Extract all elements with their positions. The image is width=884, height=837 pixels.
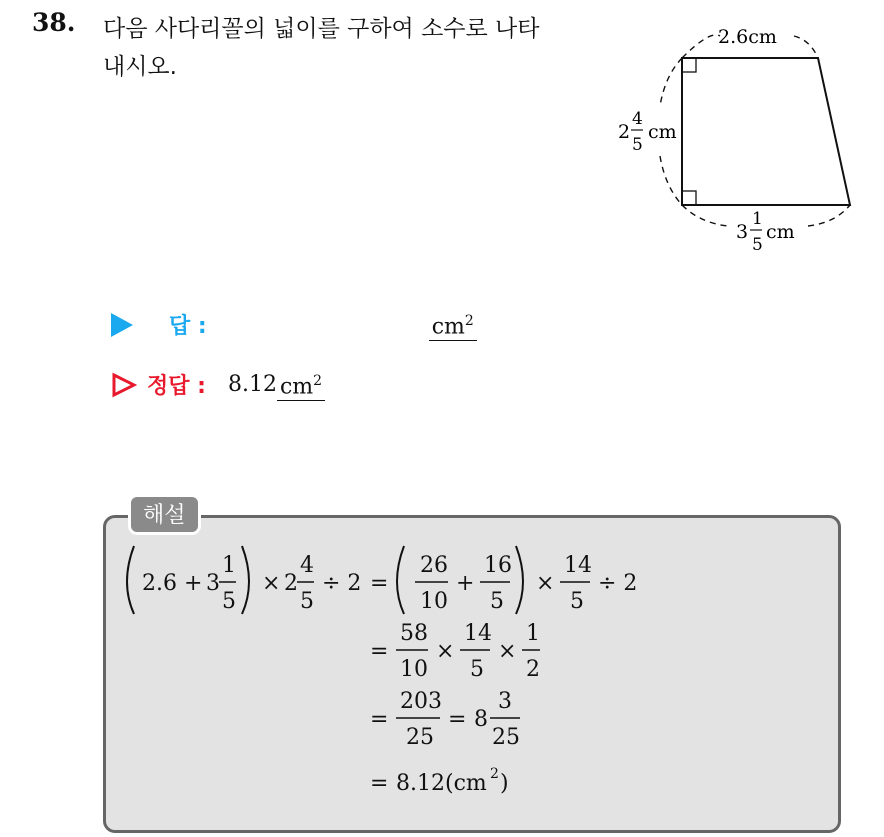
left-length-unit: cm: [648, 121, 677, 143]
l1-w1: 3: [206, 571, 220, 596]
paren-open-2: [397, 546, 404, 614]
correct-answer-unit-box: [277, 368, 325, 401]
l1-a: 2.6: [142, 571, 177, 596]
l1-n3: 26: [420, 553, 448, 578]
bottom-length-denominator: 5: [752, 235, 763, 255]
explanation-box: [103, 515, 841, 833]
left-length-numerator: 4: [632, 109, 643, 129]
correct-answer-unit: cm: [279, 374, 314, 400]
left-length-whole: 2: [618, 121, 631, 143]
l1-times: ×: [262, 571, 281, 596]
l1-n2: 4: [300, 553, 314, 578]
l1-div2: ÷ 2: [598, 571, 638, 596]
paren-open-1: [127, 546, 134, 614]
l4-value: 8.12(cm: [396, 771, 487, 796]
paren-close-1: [242, 546, 249, 614]
math-line-3: [370, 689, 520, 750]
l4-eq: =: [370, 771, 389, 796]
explanation-math: [106, 518, 838, 830]
explanation-tag: 해설: [128, 494, 201, 535]
right-angle-mark-top: [682, 58, 696, 72]
l1-div: ÷ 2: [322, 571, 362, 596]
l4-exp: 2: [490, 766, 499, 782]
l2-n2: 14: [464, 621, 492, 646]
l1-d2: 5: [300, 589, 314, 614]
answer-label: 답 :: [169, 314, 207, 340]
l3-d2: 25: [492, 725, 520, 750]
problem-number: 38.: [32, 8, 76, 37]
l3-eq2: =: [448, 707, 467, 732]
l2-d2: 5: [470, 657, 484, 682]
correct-answer-unit-exponent: 2: [313, 373, 323, 389]
answer-unit: cm: [431, 314, 465, 340]
l1-plus: +: [184, 571, 203, 596]
answer-unit-exponent: 2: [464, 313, 474, 329]
l3-w: 8: [474, 707, 488, 732]
l1-n4: 16: [484, 553, 512, 578]
l4-close: ): [500, 771, 509, 796]
l2-d1: 10: [400, 657, 428, 682]
l2-n3: 1: [526, 621, 540, 646]
l1-plus2: +: [456, 571, 475, 596]
correct-answer-label: 정답 :: [147, 374, 206, 400]
bottom-length-numerator: 1: [752, 209, 763, 229]
l1-n1: 1: [222, 553, 236, 578]
l1-eq: =: [370, 571, 389, 596]
problem-text-line1: 다음 사다리꼴의 넓이를 구하여 소수로 나타: [103, 16, 540, 42]
trapezoid-shape: [682, 58, 850, 205]
l1-d4: 5: [490, 589, 504, 614]
right-angle-mark-bottom: [682, 191, 696, 205]
l1-d1: 5: [222, 589, 236, 614]
l1-n5: 14: [564, 553, 592, 578]
math-line-1: [127, 546, 637, 614]
answer-row: [111, 308, 477, 341]
trapezoid-figure: [610, 18, 860, 258]
answer-play-icon: [111, 313, 133, 337]
paren-close-2: [516, 546, 523, 614]
l3-d1: 25: [406, 725, 434, 750]
math-line-2: [370, 621, 540, 682]
l1-d5: 5: [570, 589, 584, 614]
l2-d3: 2: [526, 657, 540, 682]
l2-t2: ×: [498, 639, 517, 664]
correct-triangle-icon: [111, 372, 137, 398]
l2-eq: =: [370, 639, 389, 664]
correct-answer-value: 8.12: [227, 372, 277, 398]
l1-w2: 2: [284, 571, 298, 596]
math-line-4: [370, 766, 509, 796]
l3-n2: 3: [498, 689, 512, 714]
l2-t1: ×: [436, 639, 455, 664]
bottom-length-whole: 3: [736, 221, 749, 243]
problem-text: [103, 10, 603, 86]
left-length-denominator: 5: [632, 135, 643, 155]
l1-d3: 10: [420, 589, 448, 614]
problem-text-line2: 내시오.: [103, 54, 177, 80]
l2-n1: 58: [400, 621, 428, 646]
l3-eq: =: [370, 707, 389, 732]
bottom-length-unit: cm: [766, 221, 795, 243]
correct-answer-row: [111, 368, 325, 401]
l3-n1: 203: [400, 689, 442, 714]
top-length-label: 2.6cm: [718, 26, 777, 48]
l1-times2: ×: [536, 571, 555, 596]
answer-blank[interactable]: [429, 308, 477, 341]
